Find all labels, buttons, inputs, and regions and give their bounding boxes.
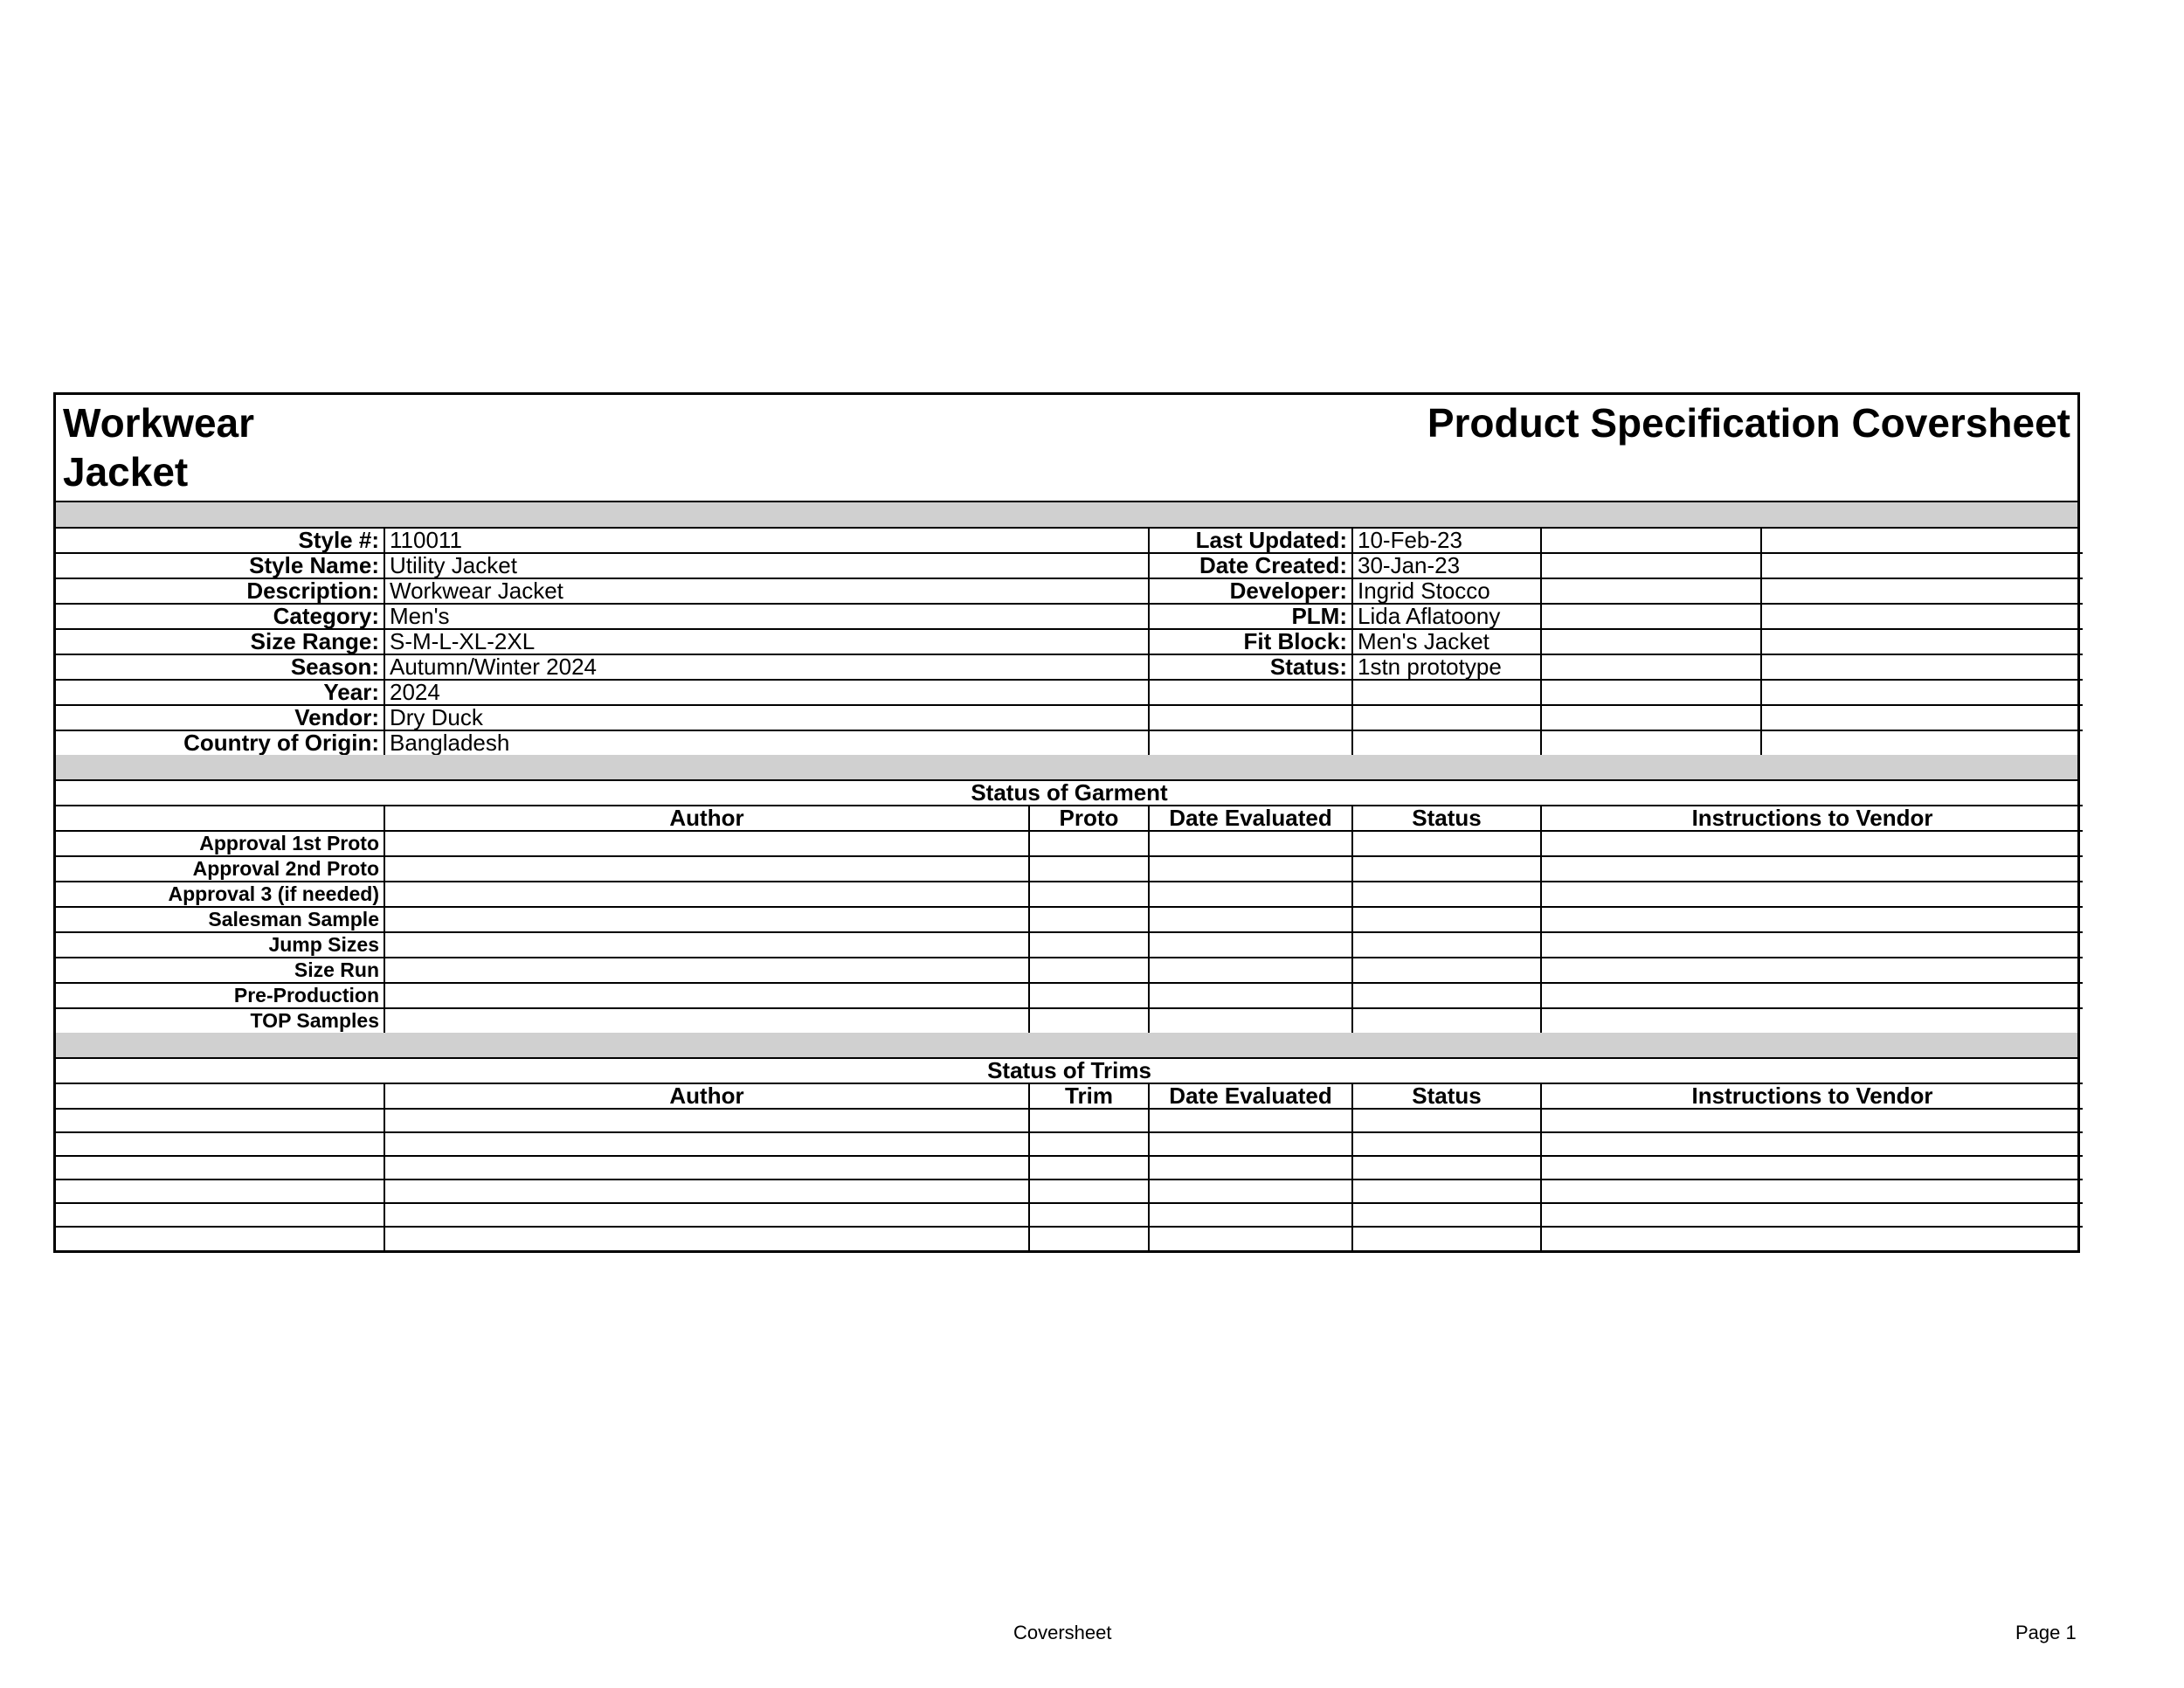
empty-cell: [1029, 1132, 1149, 1156]
empty-cell: [1761, 553, 2083, 578]
empty-cell: [1541, 856, 2083, 882]
section-title: Status of Garment: [56, 781, 2083, 806]
empty-cell: [1149, 1109, 1352, 1132]
info-row: [56, 578, 2083, 604]
column-header: Instructions to Vendor: [1541, 1083, 2083, 1109]
empty-cell: [1352, 907, 1541, 932]
info-label: Season:: [56, 654, 384, 680]
row-label: Pre-Production: [56, 983, 384, 1008]
info-value: 1stn prototype: [1352, 654, 1541, 680]
table-row: [56, 1008, 2083, 1033]
info-table: [56, 529, 2083, 755]
empty-cell: [1761, 529, 2083, 553]
empty-cell: [1149, 831, 1352, 856]
row-label: [56, 1180, 384, 1203]
empty-cell: [1029, 932, 1149, 958]
empty-cell: [1352, 1203, 1541, 1227]
info-label: Vendor:: [56, 705, 384, 730]
empty-cell: [384, 1109, 1029, 1132]
empty-cell: [1541, 705, 1761, 730]
empty-cell: [1149, 1156, 1352, 1180]
empty-cell: [1029, 1203, 1149, 1227]
empty-cell: [1541, 654, 1761, 680]
row-label: Approval 2nd Proto: [56, 856, 384, 882]
column-header: Status: [1352, 806, 1541, 831]
empty-cell: [1029, 907, 1149, 932]
table-row: [56, 1180, 2083, 1203]
empty-cell: [384, 1132, 1029, 1156]
empty-cell: [1541, 1180, 2083, 1203]
table-row: [56, 983, 2083, 1008]
empty-cell: [1029, 1156, 1149, 1180]
info-value: 30-Jan-23: [1352, 553, 1541, 578]
sheet-title: Product Specification Coversheet: [1427, 400, 2070, 446]
empty-cell: [1541, 604, 1761, 629]
empty-cell: [1149, 958, 1352, 983]
table-row: [56, 1156, 2083, 1180]
empty-cell: [1029, 958, 1149, 983]
empty-cell: [1541, 1203, 2083, 1227]
column-header: [56, 806, 384, 831]
section-title-row: [56, 1059, 2083, 1083]
empty-cell: [1541, 1008, 2083, 1033]
section-title: Status of Trims: [56, 1059, 2083, 1083]
empty-cell: [1541, 1132, 2083, 1156]
empty-cell: [384, 856, 1029, 882]
info-label: Size Range:: [56, 629, 384, 654]
info-row: [56, 680, 2083, 705]
row-label: TOP Samples: [56, 1008, 384, 1033]
empty-cell: [384, 831, 1029, 856]
divider-band: [56, 502, 2077, 529]
divider-band: [56, 1033, 2077, 1059]
empty-cell: [1541, 882, 2083, 907]
empty-cell: [1541, 932, 2083, 958]
empty-cell: [1541, 983, 2083, 1008]
row-label: [56, 1109, 384, 1132]
column-header-row: [56, 806, 2083, 831]
info-label: [1149, 705, 1352, 730]
empty-cell: [1541, 958, 2083, 983]
empty-cell: [1149, 1008, 1352, 1033]
empty-cell: [1352, 1227, 1541, 1250]
empty-cell: [1761, 680, 2083, 705]
info-value: 110011: [384, 529, 1149, 553]
empty-cell: [384, 1008, 1029, 1033]
table-row: [56, 882, 2083, 907]
empty-cell: [384, 1227, 1029, 1250]
column-header: Author: [384, 806, 1029, 831]
table-row: [56, 856, 2083, 882]
empty-cell: [384, 907, 1029, 932]
table-row: [56, 1203, 2083, 1227]
garment-status-table: [56, 781, 2083, 1033]
empty-cell: [384, 932, 1029, 958]
info-label: PLM:: [1149, 604, 1352, 629]
empty-cell: [1149, 1180, 1352, 1203]
empty-cell: [1352, 831, 1541, 856]
empty-cell: [1352, 932, 1541, 958]
info-value: Workwear Jacket: [384, 578, 1149, 604]
empty-cell: [1761, 730, 2083, 755]
empty-cell: [1761, 629, 2083, 654]
table-row: [56, 1132, 2083, 1156]
row-label: [56, 1132, 384, 1156]
empty-cell: [1149, 983, 1352, 1008]
info-value: [1352, 705, 1541, 730]
info-value: Dry Duck: [384, 705, 1149, 730]
empty-cell: [1761, 654, 2083, 680]
empty-cell: [1352, 983, 1541, 1008]
empty-cell: [1541, 1156, 2083, 1180]
title-row: [56, 395, 2077, 502]
divider-band: [56, 755, 2077, 781]
empty-cell: [384, 958, 1029, 983]
info-label: Status:: [1149, 654, 1352, 680]
table-row: [56, 907, 2083, 932]
empty-cell: [1352, 958, 1541, 983]
row-label: [56, 1156, 384, 1180]
column-header: Date Evaluated: [1149, 1083, 1352, 1109]
empty-cell: [384, 1156, 1029, 1180]
info-row: [56, 629, 2083, 654]
empty-cell: [1352, 856, 1541, 882]
empty-cell: [384, 983, 1029, 1008]
info-label: Country of Origin:: [56, 730, 384, 755]
product-title: Workwear Jacket: [63, 400, 255, 495]
empty-cell: [1029, 1008, 1149, 1033]
column-header-row: [56, 1083, 2083, 1109]
info-value: [1352, 680, 1541, 705]
empty-cell: [1352, 1109, 1541, 1132]
table-row: [56, 1109, 2083, 1132]
empty-cell: [1541, 529, 1761, 553]
section-title-row: [56, 781, 2083, 806]
info-label: Last Updated:: [1149, 529, 1352, 553]
info-label: Description:: [56, 578, 384, 604]
column-header: Date Evaluated: [1149, 806, 1352, 831]
empty-cell: [1352, 1156, 1541, 1180]
table-row: [56, 958, 2083, 983]
empty-cell: [384, 882, 1029, 907]
column-header: Proto: [1029, 806, 1149, 831]
empty-cell: [1352, 882, 1541, 907]
info-row: [56, 654, 2083, 680]
empty-cell: [384, 1180, 1029, 1203]
empty-cell: [1541, 629, 1761, 654]
empty-cell: [1029, 1180, 1149, 1203]
info-row: [56, 705, 2083, 730]
empty-cell: [1761, 578, 2083, 604]
empty-cell: [1149, 907, 1352, 932]
empty-cell: [1352, 1180, 1541, 1203]
column-header: [56, 1083, 384, 1109]
info-label: Year:: [56, 680, 384, 705]
info-label: Date Created:: [1149, 553, 1352, 578]
info-row: [56, 604, 2083, 629]
row-label: Jump Sizes: [56, 932, 384, 958]
empty-cell: [1029, 856, 1149, 882]
empty-cell: [1029, 882, 1149, 907]
empty-cell: [1541, 578, 1761, 604]
empty-cell: [1541, 730, 1761, 755]
empty-cell: [1149, 1132, 1352, 1156]
empty-cell: [1029, 831, 1149, 856]
info-label: Fit Block:: [1149, 629, 1352, 654]
column-header: Author: [384, 1083, 1029, 1109]
footer-sheet-name: Coversheet: [1013, 1622, 1112, 1643]
empty-cell: [1149, 932, 1352, 958]
footer-page-number: Page 1: [2015, 1622, 2077, 1643]
empty-cell: [1761, 604, 2083, 629]
column-header: Status: [1352, 1083, 1541, 1109]
info-value: 10-Feb-23: [1352, 529, 1541, 553]
info-value: Ingrid Stocco: [1352, 578, 1541, 604]
empty-cell: [1149, 882, 1352, 907]
empty-cell: [1029, 983, 1149, 1008]
row-label: [56, 1227, 384, 1250]
info-row: [56, 529, 2083, 553]
empty-cell: [1149, 856, 1352, 882]
info-value: Men's: [384, 604, 1149, 629]
empty-cell: [1149, 1227, 1352, 1250]
row-label: Size Run: [56, 958, 384, 983]
row-label: Salesman Sample: [56, 907, 384, 932]
info-label: [1149, 730, 1352, 755]
empty-cell: [1761, 705, 2083, 730]
empty-cell: [1541, 1109, 2083, 1132]
info-label: Category:: [56, 604, 384, 629]
empty-cell: [1541, 680, 1761, 705]
column-header: Trim: [1029, 1083, 1149, 1109]
info-value: Lida Aflatoony: [1352, 604, 1541, 629]
empty-cell: [1029, 1227, 1149, 1250]
info-label: Style #:: [56, 529, 384, 553]
row-label: [56, 1203, 384, 1227]
row-label: Approval 3 (if needed): [56, 882, 384, 907]
empty-cell: [1149, 1203, 1352, 1227]
trims-status-table: [56, 1059, 2083, 1250]
info-row: [56, 730, 2083, 755]
empty-cell: [1541, 1227, 2083, 1250]
info-value: Men's Jacket: [1352, 629, 1541, 654]
empty-cell: [1352, 1008, 1541, 1033]
empty-cell: [384, 1203, 1029, 1227]
empty-cell: [1352, 1132, 1541, 1156]
table-row: [56, 932, 2083, 958]
info-value: Autumn/Winter 2024: [384, 654, 1149, 680]
info-label: Style Name:: [56, 553, 384, 578]
info-value: S-M-L-XL-2XL: [384, 629, 1149, 654]
column-header: Instructions to Vendor: [1541, 806, 2083, 831]
empty-cell: [1541, 907, 2083, 932]
info-value: 2024: [384, 680, 1149, 705]
row-label: Approval 1st Proto: [56, 831, 384, 856]
table-row: [56, 831, 2083, 856]
info-value: Bangladesh: [384, 730, 1149, 755]
info-value: Utility Jacket: [384, 553, 1149, 578]
info-label: [1149, 680, 1352, 705]
empty-cell: [1029, 1109, 1149, 1132]
empty-cell: [1541, 553, 1761, 578]
info-label: Developer:: [1149, 578, 1352, 604]
coversheet: [53, 392, 2080, 1253]
table-row: [56, 1227, 2083, 1250]
info-value: [1352, 730, 1541, 755]
info-row: [56, 553, 2083, 578]
empty-cell: [1541, 831, 2083, 856]
